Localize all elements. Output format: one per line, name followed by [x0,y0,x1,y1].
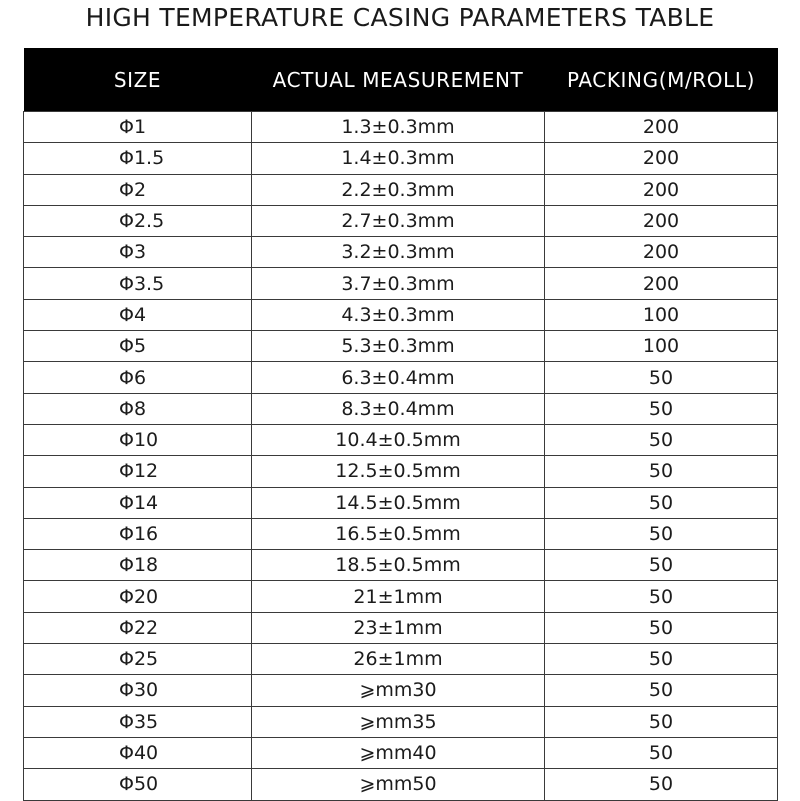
size-cell: Φ22 [24,612,252,643]
size-cell: Φ14 [24,487,252,518]
packing-cell: 200 [545,237,778,268]
table-row [24,331,778,362]
table-row [24,174,778,205]
measurement-cell: ⩾mm40 [252,737,545,768]
packing-cell: 50 [545,393,778,424]
packing-cell: 50 [545,518,778,549]
size-cell: Φ16 [24,518,252,549]
measurement-cell: 18.5±0.5mm [252,550,545,581]
size-cell: Φ1 [24,112,252,143]
measurement-cell: 12.5±0.5mm [252,456,545,487]
packing-cell: 50 [545,612,778,643]
measurement-cell: 10.4±0.5mm [252,424,545,455]
size-cell: Φ20 [24,581,252,612]
table-row [24,737,778,768]
size-cell: Φ12 [24,456,252,487]
size-cell: Φ25 [24,644,252,675]
measurement-cell: 5.3±0.3mm [252,331,545,362]
size-cell: Φ8 [24,393,252,424]
packing-cell: 200 [545,174,778,205]
table-row [24,237,778,268]
table-row [24,581,778,612]
table-row [24,362,778,393]
table-header-row [24,48,778,112]
packing-cell: 100 [545,299,778,330]
size-cell: Φ1.5 [24,143,252,174]
table-row [24,644,778,675]
table-row [24,612,778,643]
page-title: HIGH TEMPERATURE CASING PARAMETERS TABLE [85,3,715,32]
measurement-cell: 3.7±0.3mm [252,268,545,299]
packing-cell: 200 [545,268,778,299]
size-cell: Φ18 [24,550,252,581]
packing-cell: 50 [545,424,778,455]
measurement-cell: 2.7±0.3mm [252,205,545,236]
size-cell: Φ6 [24,362,252,393]
measurement-cell: ⩾mm35 [252,706,545,737]
size-cell: Φ5 [24,331,252,362]
measurement-cell: 3.2±0.3mm [252,237,545,268]
table-row [24,424,778,455]
measurement-cell: 21±1mm [252,581,545,612]
table-row [24,268,778,299]
table-row [24,299,778,330]
size-cell: Φ3.5 [24,268,252,299]
size-cell: Φ4 [24,299,252,330]
size-cell: Φ40 [24,737,252,768]
table-row [24,112,778,143]
measurement-cell: 8.3±0.4mm [252,393,545,424]
size-cell: Φ50 [24,769,252,800]
measurement-cell: 2.2±0.3mm [252,174,545,205]
packing-cell: 50 [545,769,778,800]
measurement-cell: 14.5±0.5mm [252,487,545,518]
table-row [24,487,778,518]
parameters-table [23,48,778,801]
measurement-cell: 16.5±0.5mm [252,518,545,549]
column-header-actual-measurement: ACTUAL MEASUREMENT [252,48,545,112]
measurement-cell: ⩾mm30 [252,675,545,706]
measurement-cell: 4.3±0.3mm [252,299,545,330]
measurement-cell: 1.3±0.3mm [252,112,545,143]
measurement-cell: ⩾mm50 [252,769,545,800]
size-cell: Φ35 [24,706,252,737]
size-cell: Φ10 [24,424,252,455]
packing-cell: 200 [545,112,778,143]
table-body [24,112,778,801]
packing-cell: 50 [545,644,778,675]
packing-cell: 50 [545,487,778,518]
table-row [24,675,778,706]
measurement-cell: 1.4±0.3mm [252,143,545,174]
measurement-cell: 6.3±0.4mm [252,362,545,393]
measurement-cell: 26±1mm [252,644,545,675]
packing-cell: 100 [545,331,778,362]
table-row [24,205,778,236]
table-row [24,769,778,800]
size-cell: Φ3 [24,237,252,268]
table-row [24,456,778,487]
packing-cell: 50 [545,737,778,768]
size-cell: Φ30 [24,675,252,706]
packing-cell: 200 [545,205,778,236]
column-header-size: SIZE [24,48,252,112]
size-cell: Φ2.5 [24,205,252,236]
packing-cell: 50 [545,362,778,393]
table-row [24,143,778,174]
packing-cell: 50 [545,581,778,612]
table-row [24,550,778,581]
packing-cell: 50 [545,550,778,581]
packing-cell: 50 [545,456,778,487]
column-header-packing: PACKING(M/ROLL) [545,48,778,112]
measurement-cell: 23±1mm [252,612,545,643]
table-row [24,518,778,549]
table-row [24,393,778,424]
packing-cell: 50 [545,675,778,706]
table-row [24,706,778,737]
packing-cell: 50 [545,706,778,737]
size-cell: Φ2 [24,174,252,205]
packing-cell: 200 [545,143,778,174]
